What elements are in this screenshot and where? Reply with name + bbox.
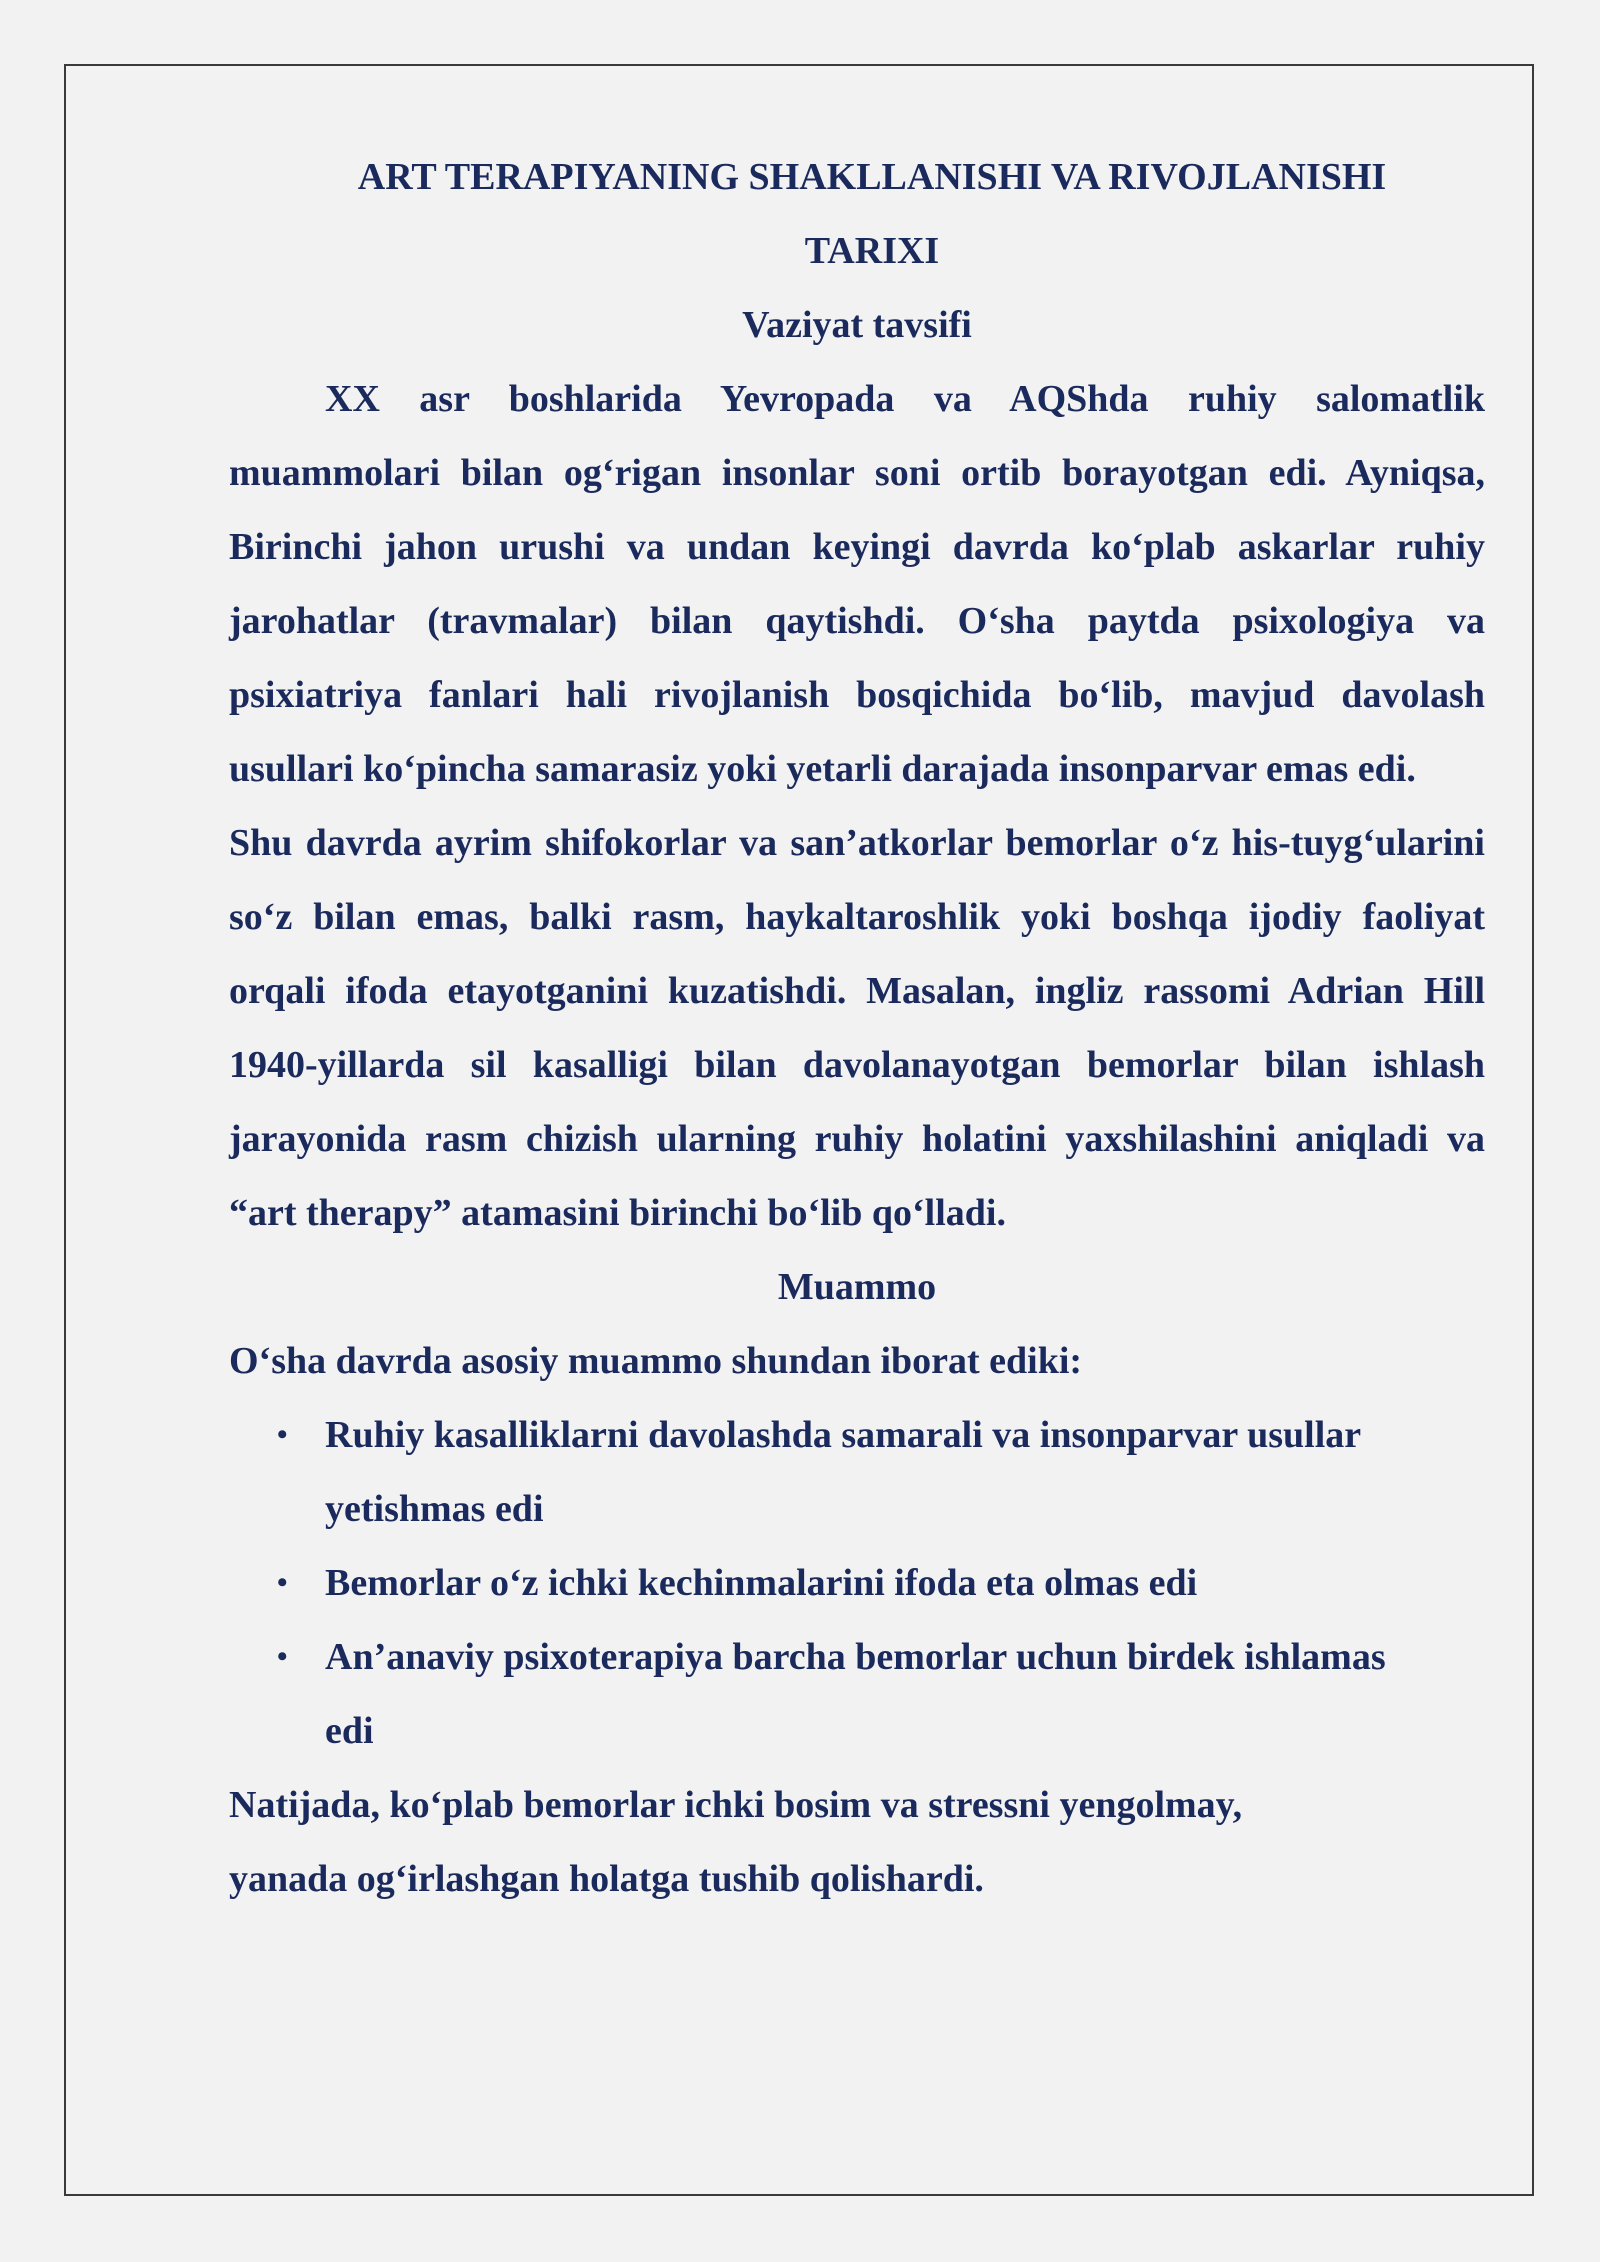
list-item-text: An’anaviy psixoterapiya barcha bemorlar uchun birdek ishlamas edi	[325, 1636, 1386, 1752]
list-item-text: Bemorlar o‘z ichki kechinmalarini ifoda eta olmas edi	[325, 1562, 1198, 1604]
section-heading-problem: Muammo	[777, 1266, 937, 1308]
list-item	[229, 1546, 1405, 1620]
bullet-icon: •	[277, 1640, 288, 1673]
document-body	[229, 140, 1485, 1916]
problem-intro: O‘sha davrda asosiy muammo shundan iborat ediki:	[229, 1340, 1083, 1382]
title-line-1: ART TERAPIYANING SHAKLLANISHI VA RIVOJLANISHI	[357, 156, 1387, 198]
problem-list	[229, 1398, 1485, 1768]
conclusion-line-1: Natijada, ko‘plab bemorlar ichki bosim va stressni yengolmay,	[229, 1784, 1243, 1826]
paragraph-2: Shu davrda ayrim shifokorlar va san’atkorlar bemorlar o‘z his-tuyg‘ularini so‘z bilan emas, balki rasm, haykaltaroshlik yoki boshqa ijodiy faoliyat orqali ifoda etayotganini kuzatishdi. Masalan, ingliz rassomi Adrian Hill 1940-yillarda sil kasalligi bilan davolanayotgan bemorlar bilan ishlash jarayonida rasm chizish ularning ruhiy holatini yaxshilashini aniqladi va “art therapy” atamasini birinchi bo‘lib qo‘lladi.	[229, 822, 1485, 1234]
paragraph-1: XX asr boshlarida Yevropada va AQShda ruhiy salomatlik muammolari bilan og‘rigan insonlar soni ortib borayotgan edi. Ayniqsa, Birinchi jahon urushi va undan keyingi davrda ko‘plab askarlar ruhiy jarohatlar (travmalar) bilan qaytishdi. O‘sha paytda psixologiya va psixiatriya fanlari hali rivojlanish bosqichida bo‘lib, mavjud davolash usullari ko‘pincha samarasiz yoki yetarli darajada insonparvar emas edi.	[229, 378, 1485, 790]
list-item-text: Ruhiy kasalliklarni davolashda samarali va insonparvar usullar yetishmas edi	[325, 1414, 1361, 1530]
title-line-2: TARIXI	[804, 230, 940, 272]
document-title	[229, 140, 1485, 288]
bullet-icon: •	[277, 1566, 288, 1599]
list-item	[229, 1620, 1405, 1768]
bullet-icon: •	[277, 1418, 288, 1451]
list-item	[229, 1398, 1405, 1546]
section-heading-situation: Vaziyat tavsifi	[742, 304, 972, 346]
conclusion-line-2: yanada og‘irlashgan holatga tushib qolishardi.	[229, 1858, 984, 1900]
